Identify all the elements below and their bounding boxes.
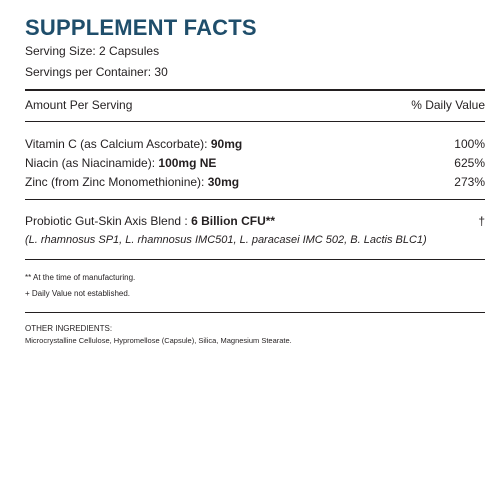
- nutrient-amount: 100mg NE: [158, 156, 217, 170]
- serving-size: Serving Size: 2 Capsules: [25, 44, 160, 58]
- nutrient-daily-value: 100%: [454, 137, 485, 151]
- footnote-manufacturing: ** At the time of manufacturing.: [25, 273, 136, 282]
- daily-value-header: % Daily Value: [411, 98, 485, 112]
- nutrient-daily-value: 273%: [454, 175, 485, 189]
- dagger-symbol: †: [478, 214, 485, 228]
- nutrient-name: Zinc (from Zinc Monomethionine):: [25, 175, 208, 189]
- top-rule: [25, 89, 485, 91]
- blend-row: [25, 214, 485, 230]
- nutrient-name: Vitamin C (as Calcium Ascorbate):: [25, 137, 211, 151]
- servings-per-container: Servings per Container: 30: [25, 65, 168, 79]
- blend-name: Probiotic Gut-Skin Axis Blend :: [25, 214, 192, 228]
- nutrient-row: [25, 156, 485, 172]
- column-header-row: [25, 98, 485, 114]
- nutrient-row: [25, 175, 485, 191]
- blend-strains: (L. rhamnosus SP1, L. rhamnosus IMC501, L. paracasei IMC 502, B. Lactis BLC1): [25, 234, 427, 246]
- nutrient-amount: 90mg: [210, 137, 243, 151]
- header-rule: [25, 121, 485, 122]
- nutrient-daily-value: 625%: [454, 156, 485, 170]
- blend-amount: 6 Billion CFU**: [191, 214, 276, 228]
- footnote-daily-value: + Daily Value not established.: [25, 289, 131, 298]
- nutrient-amount: 30mg: [207, 175, 240, 189]
- blend-rule: [25, 259, 485, 260]
- panel-title: SUPPLEMENT FACTS: [25, 15, 257, 40]
- other-ingredients-heading: OTHER INGREDIENTS:: [25, 324, 113, 333]
- footnote-rule: [25, 312, 485, 313]
- nutrient-name: Niacin (as Niacinamide):: [25, 156, 159, 170]
- amount-per-serving-header: Amount Per Serving: [25, 98, 133, 112]
- nutrient-rule: [25, 199, 485, 200]
- other-ingredients-text: Microcrystalline Cellulose, Hypromellose (Capsule), Silica, Magnesium Stearate.: [25, 336, 292, 345]
- nutrient-row: [25, 137, 485, 153]
